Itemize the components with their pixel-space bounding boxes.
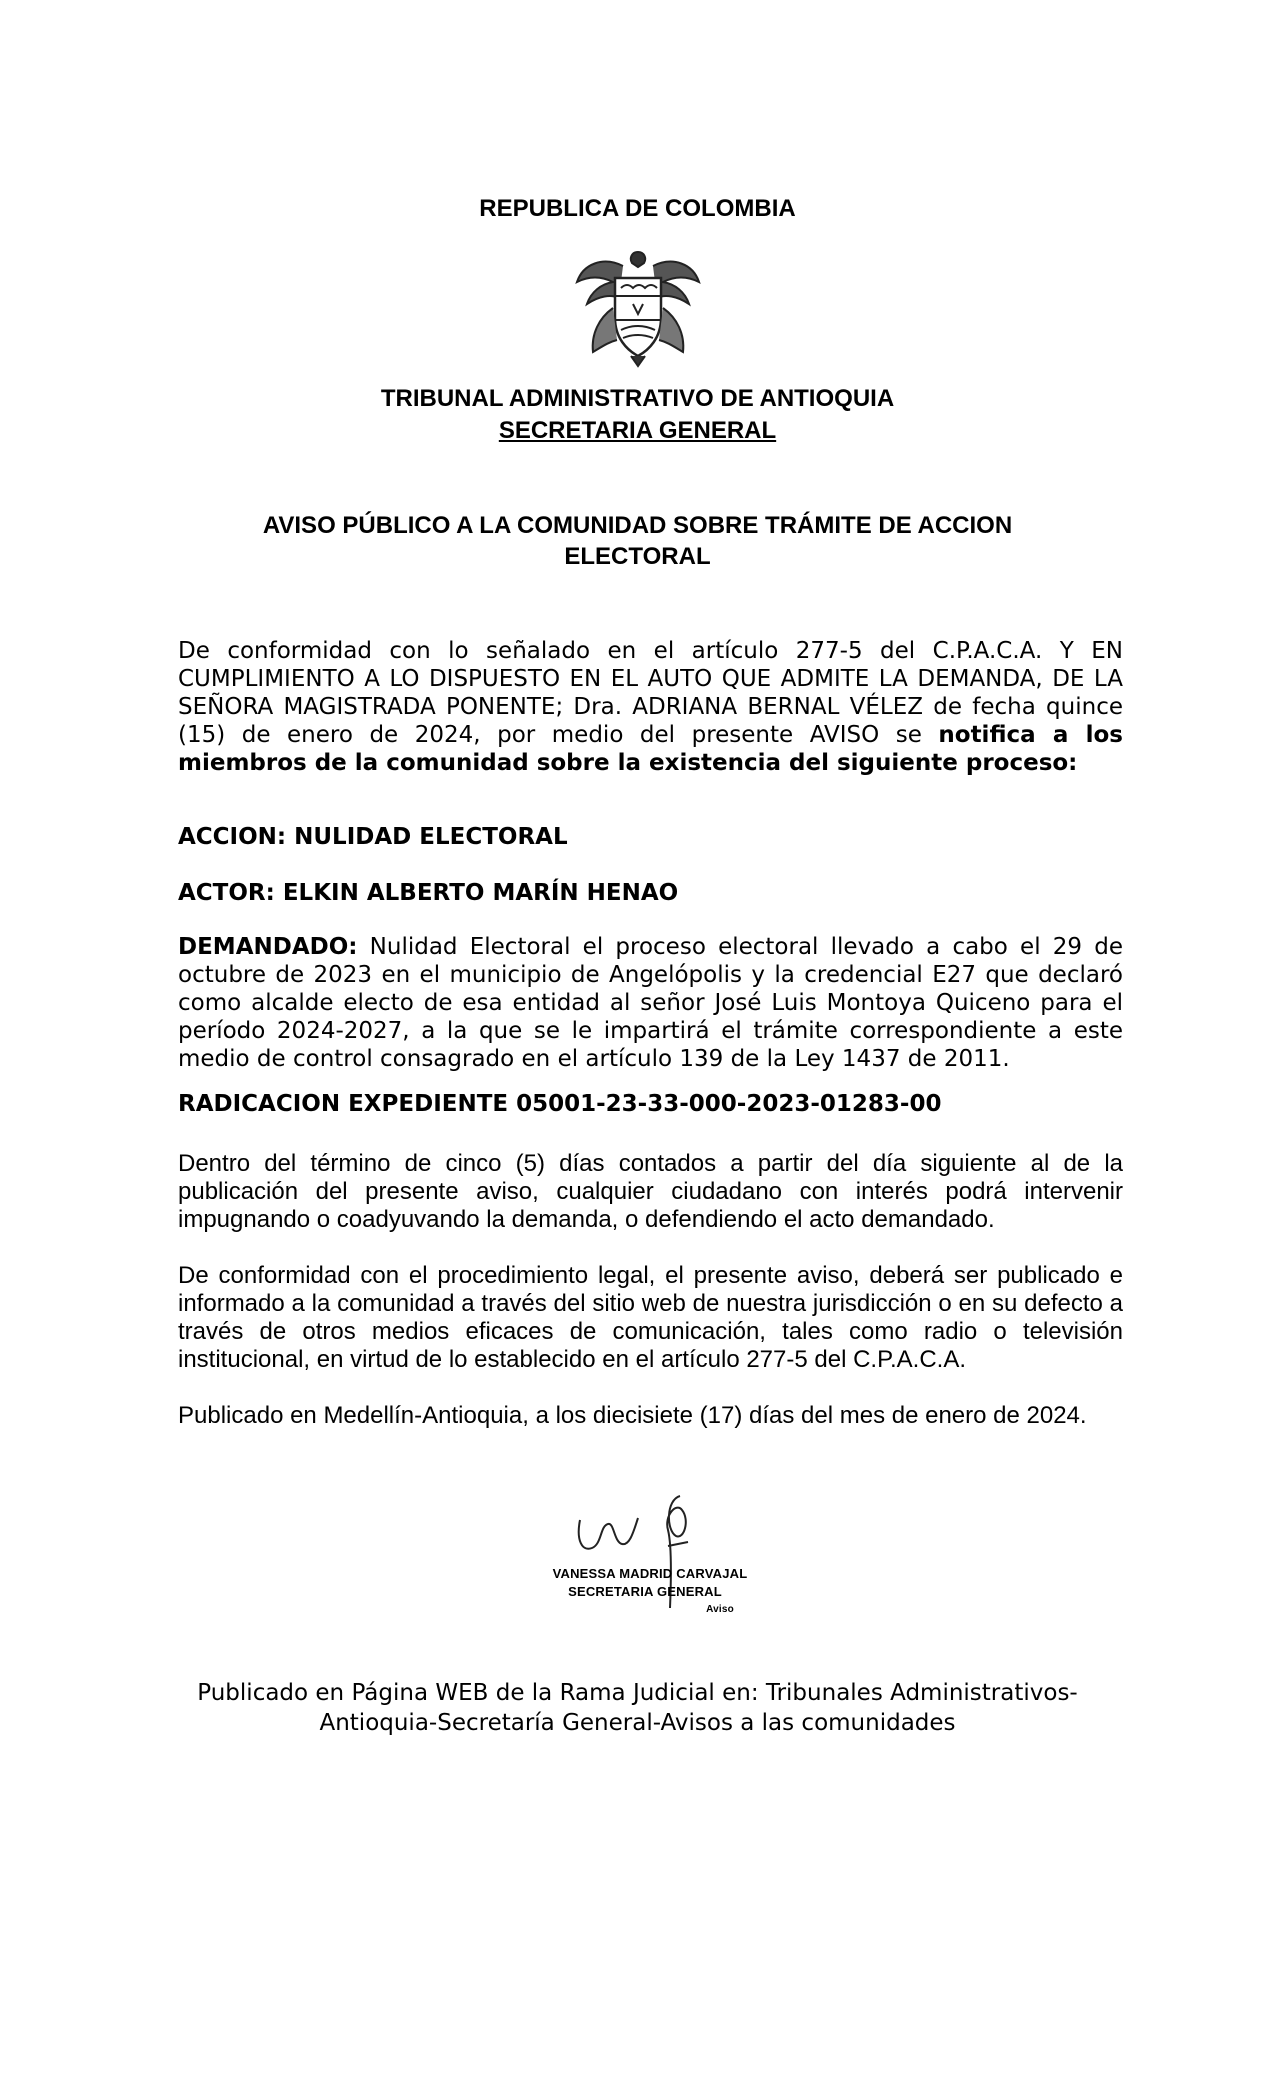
actor-line: ACTOR: ELKIN ALBERTO MARÍN HENAO xyxy=(178,880,679,906)
office-heading-wrap xyxy=(0,417,1275,445)
coat-of-arms-icon xyxy=(573,248,703,368)
notice-title-line2: ELECTORAL xyxy=(564,543,711,570)
demandado-paragraph xyxy=(178,933,1123,1073)
signature-note: Aviso xyxy=(706,1604,734,1615)
court-heading: TRIBUNAL ADMINISTRATIVO DE ANTIOQUIA xyxy=(380,385,895,412)
notice-title-line1: AVISO PÚBLICO A LA COMUNIDAD SOBRE TRÁMITE DE ACCION xyxy=(262,512,1013,539)
footer-line2: Antioquia-Secretaría General-Avisos a las comunidades xyxy=(319,1710,956,1736)
demandado-label: DEMANDADO: xyxy=(178,934,358,960)
intro-bold-text: notifica a los miembros de la comunidad sobre la existencia del siguiente proceso: xyxy=(178,722,1123,776)
signatory-name: VANESSA MADRID CARVAJAL xyxy=(552,1566,748,1581)
footer-line1: Publicado en Página WEB de la Rama Judicial en: Tribunales Administrativos- xyxy=(197,1680,1078,1706)
intro-text: De conformidad con lo señalado en el artículo 277-5 del C.P.A.C.A. Y EN CUMPLIMIENTO A LO DISPUESTO EN EL AUTO QUE ADMITE LA DEMANDA, DE LA SEÑORA MAGISTRADA PONENTE; Dra. ADRIANA BERNAL VÉLEZ de fecha quince (15) de enero de 2024, por medio del presente AVISO se xyxy=(178,638,1123,748)
demandado-text: Nulidad Electoral el proceso electoral llevado a cabo el 29 de octubre de 2023 en el municipio de Angelópolis y la credencial E27 que declaró como alcalde electo de esa entidad al señor José Luis Montoya Quiceno para el período 2024-2027, a la que se le impartirá el trámite correspondiente a este medio de control consagrado en el artículo 139 de la Ley 1437 de 2011. xyxy=(178,934,1123,1072)
procedimiento-paragraph: De conformidad con el procedimiento legal, el presente aviso, deberá ser publicado e informado a la comunidad a través del sitio web de nuestra jurisdicción o en su defecto a través de otros medios eficaces de comunicación, tales como radio o televisión institucional, en virtud de lo establecido en el artículo 277-5 del C.P.A.C.A. xyxy=(178,1262,1123,1373)
office-heading: SECRETARIA GENERAL xyxy=(498,417,777,444)
termino-paragraph: Dentro del término de cinco (5) días contados a partir del día siguiente al de la publicación del presente aviso, cualquier ciudadano con interés podrá intervenir impugnando o coadyuvando la demanda, o defendiendo el acto demandado. xyxy=(178,1150,1123,1233)
accion-line: ACCION: NULIDAD ELECTORAL xyxy=(178,824,568,850)
country-heading: REPUBLICA DE COLOMBIA xyxy=(479,195,796,222)
publicado-line: Publicado en Medellín-Antioquia, a los diecisiete (17) días del mes de enero de 2024. xyxy=(178,1402,1087,1429)
radicacion-line: RADICACION EXPEDIENTE 05001-23-33-000-2023-01283-00 xyxy=(178,1091,942,1117)
intro-paragraph xyxy=(178,637,1123,777)
signatory-role: SECRETARIA GENERAL xyxy=(568,1584,722,1599)
